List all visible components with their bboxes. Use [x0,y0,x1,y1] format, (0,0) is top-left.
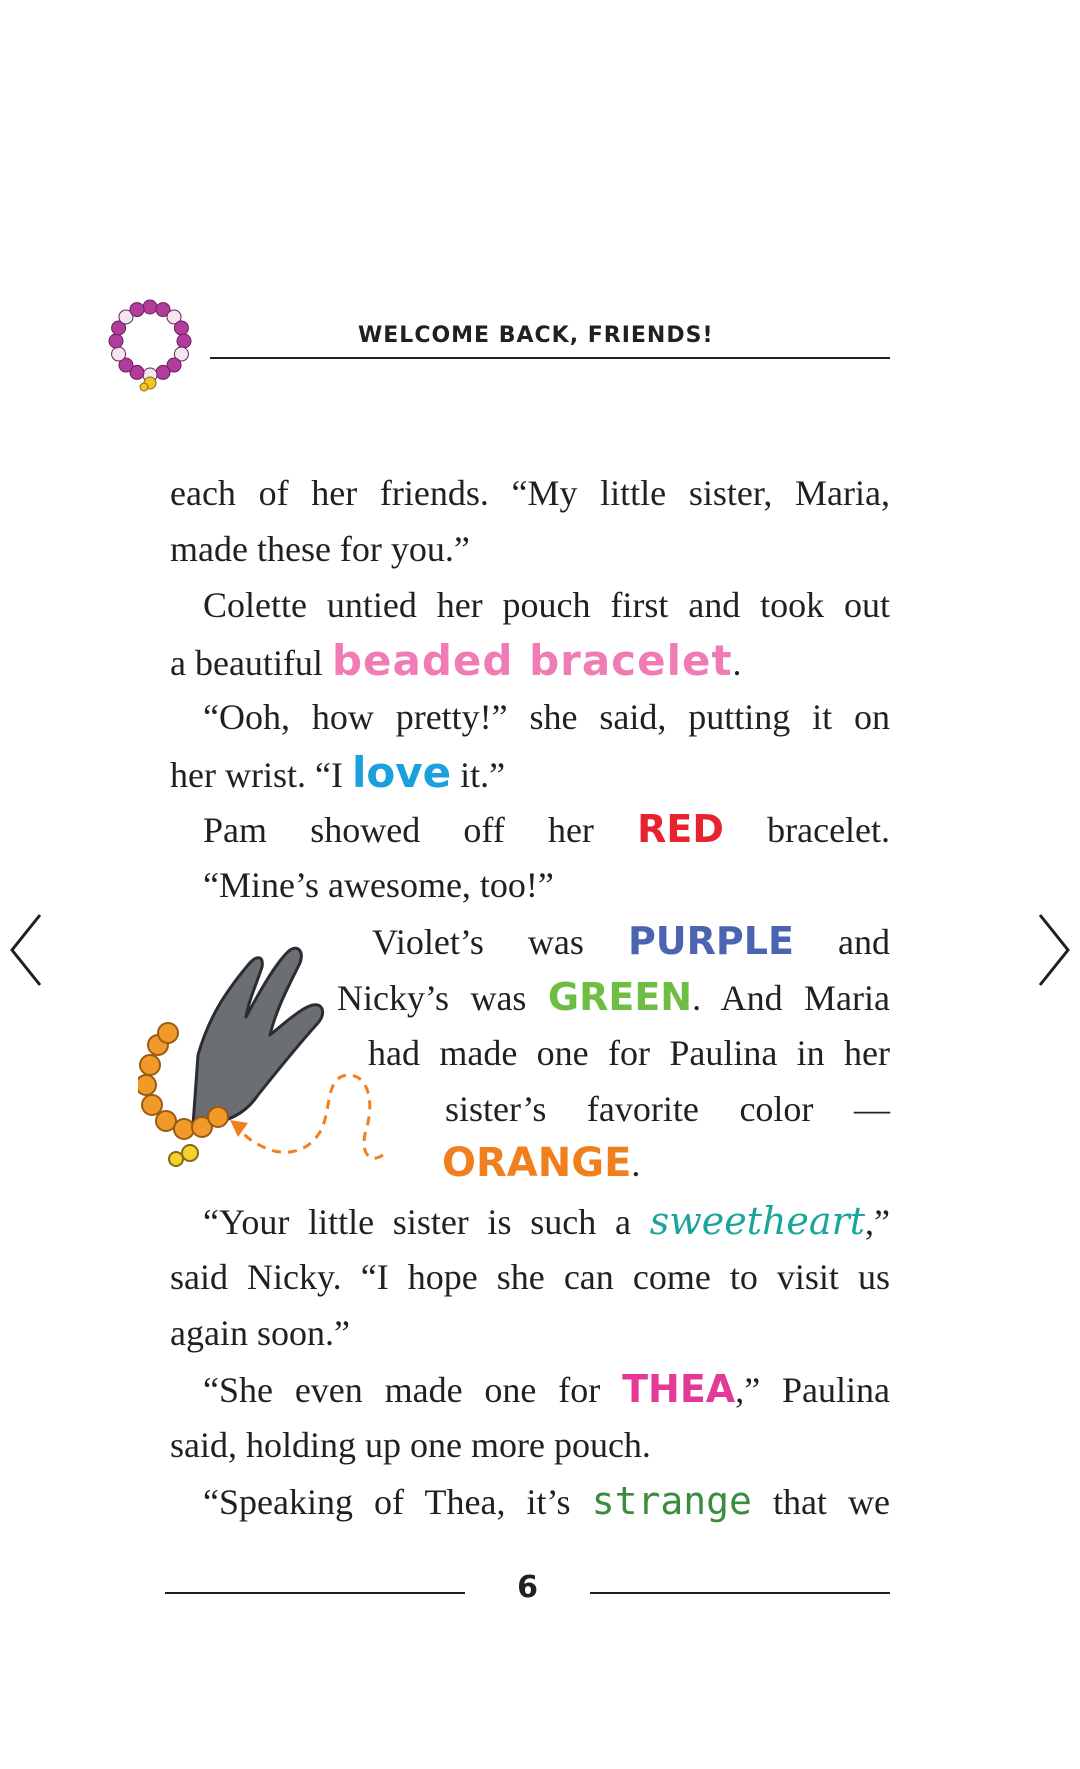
text-line: “Mine’s awesome, too!” [203,865,554,905]
text-line: Nicky’s was GREEN. And Maria [337,975,890,1019]
word-green: GREEN [547,975,693,1019]
next-page-button[interactable] [1020,905,1080,995]
word-strange: strange [591,1479,752,1523]
footer-rule-left [165,1592,465,1594]
text-line: “She even made one for THEA,” Paulina [203,1367,891,1411]
word-love: love [351,748,452,797]
word-thea: THEA [622,1367,736,1411]
text-line: “Your little sister is such a sweetheart,” [203,1199,890,1243]
text-line: said Nicky. “I hope she can come to visit us [170,1257,890,1297]
chevron-left-icon [0,905,60,995]
header-rule [210,357,890,359]
text-line: Violet’s was PURPLE and [372,919,890,963]
text-line: sister’s favorite color — [445,1089,890,1129]
text-line: “Ooh, how pretty!” she said, putting it on [203,697,890,737]
word-orange: ORANGE [442,1140,632,1186]
text-line: Pam showed off her RED bracelet. [203,807,891,851]
text-line: said, holding up one more pouch. [170,1425,651,1465]
text-line: a beautiful beaded bracelet. [170,636,742,685]
text-line: Colette untied her pouch first and took out [203,585,890,625]
word-purple: PURPLE [627,919,794,963]
footer-rule-right [590,1592,890,1594]
hand-with-orange-bracelet-illustration [138,925,438,1195]
page-footer [165,1570,890,1620]
chevron-right-icon [1020,905,1080,995]
page-number: 6 [517,1570,538,1605]
word-red: RED [637,807,724,851]
text-line: again soon.” [170,1313,350,1353]
word-sweetheart: sweetheart [649,1199,866,1243]
text-line: made these for you.” [170,529,470,569]
word-beaded-bracelet: beaded bracelet [331,636,733,685]
text-line: her wrist. “I love it.” [170,748,506,797]
chapter-title: WELCOME BACK, FRIENDS! [358,323,714,348]
text-line: ORANGE. [442,1140,641,1186]
text-line: each of her friends. “My little sister, Maria, [170,473,890,513]
beaded-bracelet-icon [100,295,200,395]
text-line: had made one for Paulina in her [368,1033,890,1073]
previous-page-button[interactable] [0,905,60,995]
running-header [100,295,890,405]
text-line: “Speaking of Thea, it’s strange that we [203,1479,891,1523]
